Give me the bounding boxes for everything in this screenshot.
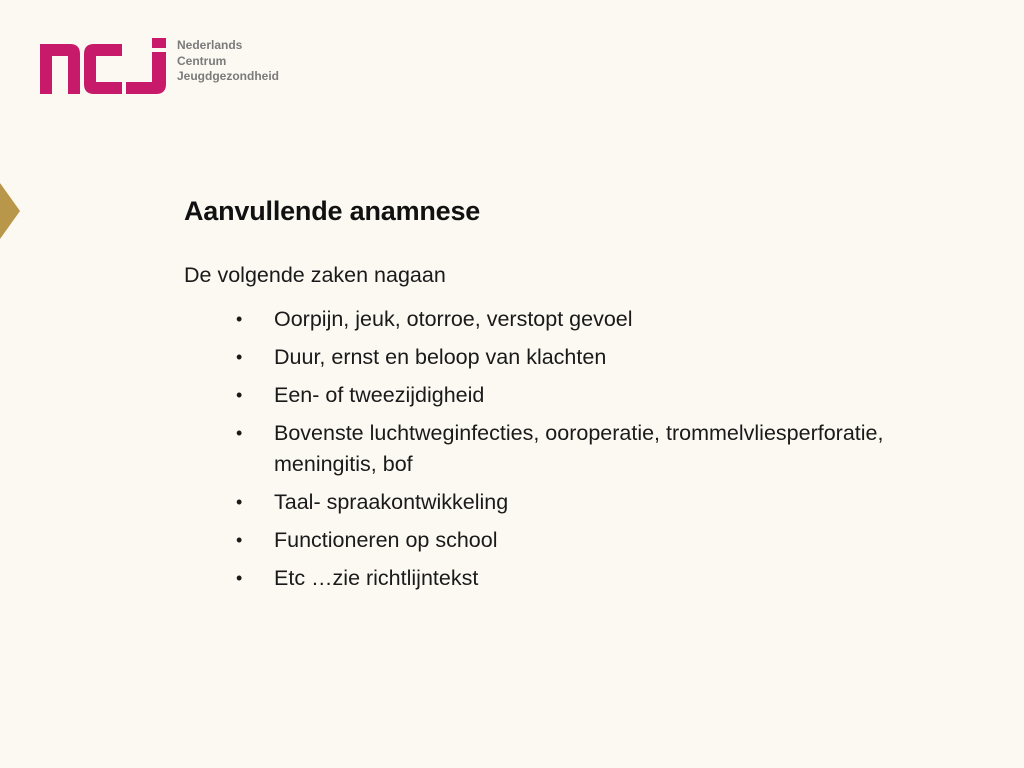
list-item-text: Etc …zie richtlijntekst	[274, 566, 479, 590]
ncj-logo-mark	[40, 38, 168, 96]
ncj-logo	[40, 38, 279, 96]
list-item	[232, 487, 932, 518]
list-item-text: Duur, ernst en beloop van klachten	[274, 345, 607, 369]
list-item-text: Een- of tweezijdigheid	[274, 383, 485, 407]
bullet-icon: •	[236, 385, 243, 405]
slide-title: Aanvullende anamnese	[184, 196, 481, 226]
bullet-list	[232, 304, 932, 601]
gold-chevron-marker	[0, 183, 20, 239]
bullet-icon: •	[236, 568, 243, 588]
list-item-text: Bovenste luchtweginfecties, ooroperatie, trommelvliesperforatie, meningitis, bof	[274, 421, 884, 476]
bullet-icon: •	[236, 309, 243, 329]
bullet-icon: •	[236, 492, 243, 512]
logo-wordmark	[177, 38, 279, 85]
logo-line-3: Jeugdgezondheid	[177, 69, 279, 83]
list-item	[232, 342, 932, 373]
logo-line-2: Centrum	[177, 53, 227, 68]
logo-line-1: Nederlands	[177, 38, 243, 52]
slide-intro: De volgende zaken nagaan	[184, 263, 446, 287]
bullet-icon: •	[236, 423, 243, 443]
bullet-icon: •	[236, 530, 243, 550]
list-item	[232, 380, 932, 411]
list-item	[232, 418, 932, 480]
bullet-icon: •	[236, 347, 243, 367]
list-item	[232, 304, 932, 335]
list-item-text: Functioneren op school	[274, 528, 498, 552]
list-item	[232, 563, 932, 594]
list-item-text: Taal- spraakontwikkeling	[274, 490, 509, 514]
list-item	[232, 525, 932, 556]
list-item-text: Oorpijn, jeuk, otorroe, verstopt gevoel	[274, 307, 633, 331]
